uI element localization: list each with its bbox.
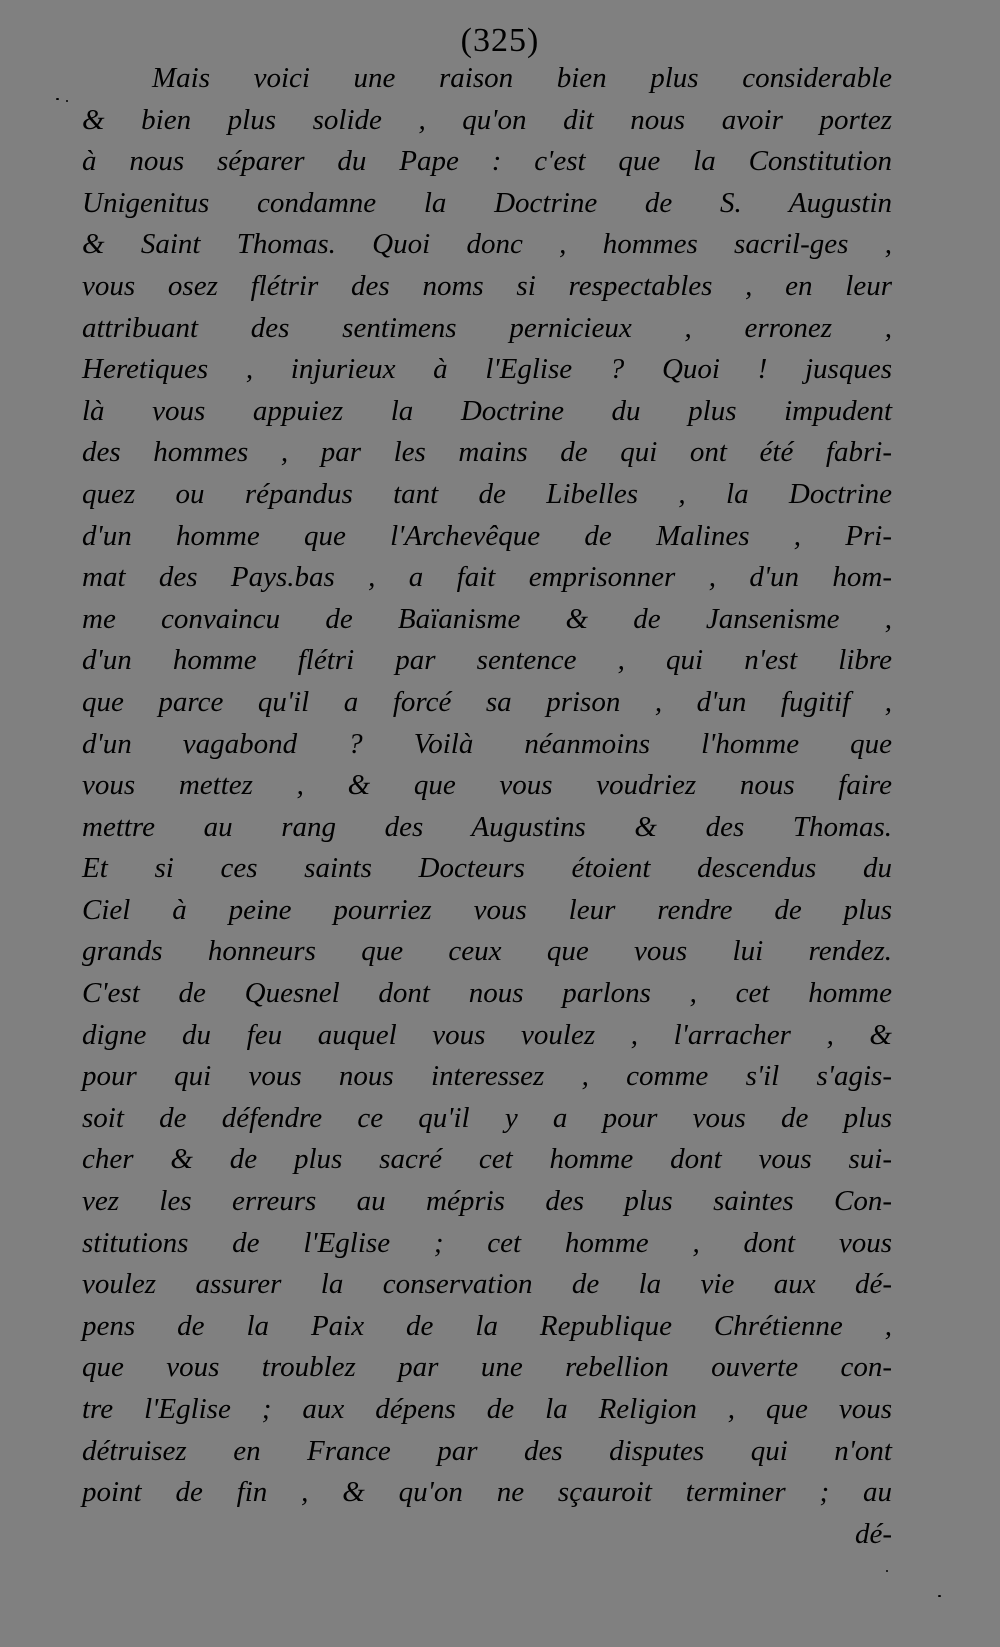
- text-line: vez les erreurs au mépris des plus saintes Con-: [82, 1185, 892, 1218]
- text-line: Mais voici une raison bien plus considerable: [152, 62, 892, 94]
- ink-speck: [56, 98, 59, 100]
- text-line: stitutions de l'Eglise ; cet homme , dont vous: [82, 1226, 892, 1259]
- text-line: détruisez en France par des disputes qui n'ont: [82, 1434, 892, 1467]
- text-line: à nous séparer du Pape : c'est que la Constitution: [82, 145, 892, 178]
- text-line: des hommes , par les mains de qui ont été fabri-: [82, 436, 892, 469]
- text-line: pens de la Paix de la Republique Chrétienne ,: [82, 1309, 892, 1342]
- body-text: [82, 58, 892, 1555]
- text-line: digne du feu auquel vous voulez , l'arracher , &: [82, 1018, 892, 1051]
- text-line: & Saint Thomas. Quoi donc , hommes sacril-ges ,: [82, 228, 892, 261]
- text-line: point de fin , & qu'on ne sçauroit terminer ; au: [82, 1476, 892, 1509]
- text-line: d'un homme flétri par sentence , qui n'est libre: [82, 644, 892, 677]
- text-line: cher & de plus sacré cet homme dont vous sui-: [82, 1143, 892, 1176]
- text-line: là vous appuiez la Doctrine du plus impudent: [82, 394, 892, 427]
- text-line: grands honneurs que ceux que vous lui rendez.: [82, 935, 892, 968]
- text-line: d'un homme que l'Archevêque de Malines , Pri-: [82, 519, 892, 552]
- page-number: (325): [460, 22, 540, 59]
- text-line: que parce qu'il a forcé sa prison , d'un fugitif ,: [82, 685, 892, 718]
- text-line: vous mettez , & que vous voudriez nous faire: [82, 769, 892, 802]
- ink-speck: [886, 1570, 888, 1572]
- text-line: Et si ces saints Docteurs étoient descendus du: [82, 852, 892, 885]
- text-line: Heretiques , injurieux à l'Eglise ? Quoi ! jusques: [82, 353, 892, 386]
- text-line: Ciel à peine pourriez vous leur rendre de plus: [82, 893, 892, 926]
- text-line: d'un vagabond ? Voilà néanmoins l'homme que: [82, 727, 892, 760]
- text-line: mettre au rang des Augustins & des Thomas.: [82, 810, 892, 843]
- text-line: que vous troublez par une rebellion ouverte con-: [82, 1351, 892, 1384]
- text-line: pour qui vous nous interessez , comme s'il s'agis-: [82, 1060, 892, 1093]
- text-line: mat des Pays.bas , a fait emprisonner , d'un hom-: [82, 561, 892, 594]
- text-line: & bien plus solide , qu'on dit nous avoir portez: [82, 103, 892, 136]
- text-line: soit de défendre ce qu'il y a pour vous de plus: [82, 1101, 892, 1134]
- text-line: me convaincu de Baïanisme & de Jansenisme ,: [82, 602, 892, 635]
- text-line: vous osez flétrir des noms si respectables , en leur: [82, 269, 892, 302]
- text-line: quez ou répandus tant de Libelles , la Doctrine: [82, 477, 892, 510]
- text-line: tre l'Eglise ; aux dépens de la Religion , que vous: [82, 1393, 892, 1425]
- text-line: attribuant des sentimens pernicieux , erronez ,: [82, 311, 892, 344]
- ink-speck: [66, 100, 68, 102]
- text-line: Unigenitus condamne la Doctrine de S. Augustin: [82, 186, 892, 219]
- catchword: dé-: [854, 1517, 892, 1550]
- ink-speck: [938, 1595, 941, 1597]
- text-line: C'est de Quesnel dont nous parlons , cet homme: [82, 977, 892, 1010]
- text-line: voulez assurer la conservation de la vie aux dé-: [82, 1268, 892, 1301]
